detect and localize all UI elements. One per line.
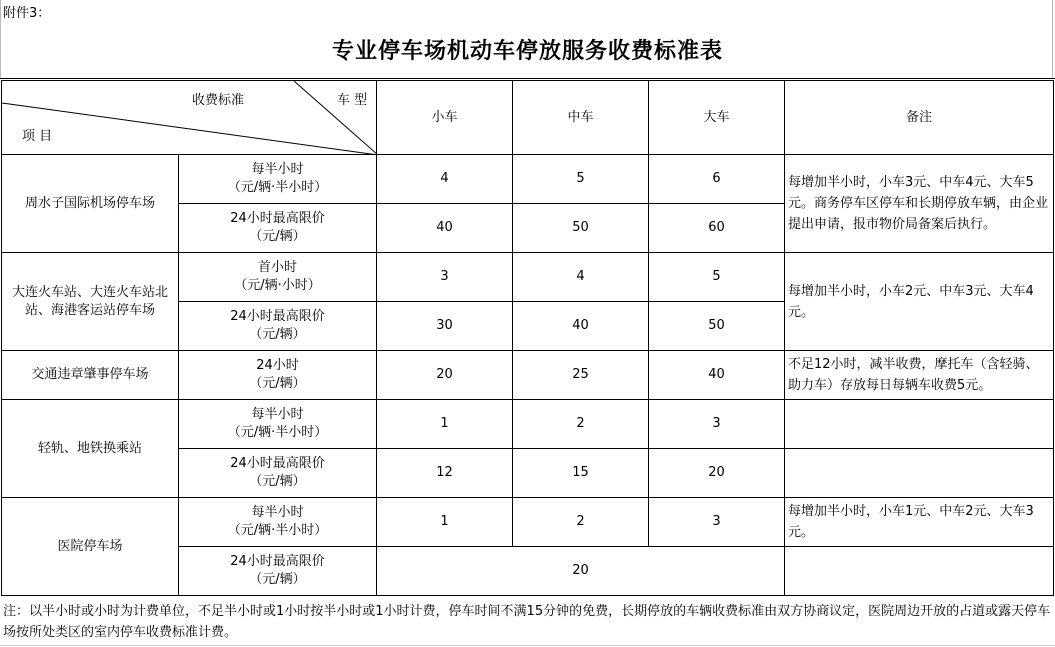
row-name: 轻轨、地铁换乘站 <box>2 400 179 498</box>
large-value: 20 <box>649 449 785 498</box>
medium-value: 5 <box>513 155 649 204</box>
medium-value: 2 <box>513 400 649 449</box>
header-vehicle-type: 车 型 <box>337 93 368 108</box>
table-row <box>2 498 1054 547</box>
remark-cell: 每增加半小时，小车2元、中车3元、大车4元。 <box>785 253 1054 351</box>
header-row <box>2 81 1054 155</box>
merged-max-price: 20 <box>377 547 785 596</box>
table-row <box>2 400 1054 449</box>
medium-value: 15 <box>513 449 649 498</box>
fee-standard-cell: 24小时最高限价 （元/辆） <box>179 204 377 253</box>
fee-standard-cell: 首小时 （元/辆·小时） <box>179 253 377 302</box>
medium-value: 50 <box>513 204 649 253</box>
large-value: 5 <box>649 253 785 302</box>
small-value: 20 <box>377 351 513 400</box>
row-name: 交通违章肇事停车场 <box>2 351 179 400</box>
medium-value: 40 <box>513 302 649 351</box>
large-value: 40 <box>649 351 785 400</box>
row-name: 大连火车站、大连火车站北站、海港客运站停车场 <box>2 253 179 351</box>
small-value: 3 <box>377 253 513 302</box>
large-value: 3 <box>649 498 785 547</box>
small-value: 1 <box>377 400 513 449</box>
fee-standard-cell: 24小时最高限价 （元/辆） <box>179 547 377 596</box>
table-row <box>2 155 1054 204</box>
small-value: 4 <box>377 155 513 204</box>
diagonal-lines <box>2 81 377 155</box>
table-row <box>2 351 1054 400</box>
table-top-rule <box>0 78 1055 79</box>
header-item: 项 目 <box>22 129 53 144</box>
fee-standard-cell: 每半小时 （元/辆·半小时） <box>179 498 377 547</box>
row-name: 周水子国际机场停车场 <box>2 155 179 253</box>
fee-standard-cell: 24小时最高限价 （元/辆） <box>179 302 377 351</box>
attachment-label: 附件3： <box>3 6 51 21</box>
large-value: 60 <box>649 204 785 253</box>
header-medium: 中车 <box>513 81 649 155</box>
remark-cell-empty <box>785 547 1054 596</box>
remark-cell <box>785 400 1054 449</box>
medium-value: 2 <box>513 498 649 547</box>
fee-standard-cell: 每半小时 （元/辆·半小时） <box>179 400 377 449</box>
header-large: 大车 <box>649 81 785 155</box>
footnote-bottom-rule <box>0 645 1055 646</box>
remark-cell: 每增加半小时，小车3元、中车4元、大车5元。商务停车区停车和长期停放车辆，由企业提出申请，报市物价局备案后执行。 <box>785 155 1054 253</box>
page-title: 专业停车场机动车停放服务收费标准表 <box>331 39 723 64</box>
header-fee-standard: 收费标准 <box>192 93 245 108</box>
fee-standard-cell: 24小时 （元/辆） <box>179 351 377 400</box>
remark-cell: 不足12小时，减半收费，摩托车（含轻骑、助力车）存放每日每辆车收费5元。 <box>785 351 1054 400</box>
small-value: 40 <box>377 204 513 253</box>
footnote: 注：以半小时或小时为计费单位，不足半小时或1小时按半小时或1小时计费，停车时间不满15分钟的免费，长期停放的车辆收费标准由双方协商议定，医院周边开放的占道或露天停车场按所处类区的室内停车收费标准计费。 <box>3 604 1051 640</box>
large-value: 6 <box>649 155 785 204</box>
diagonal-header-cell <box>2 81 377 155</box>
row-name: 医院停车场 <box>2 498 179 596</box>
fee-standard-table <box>1 80 1054 596</box>
medium-value: 4 <box>513 253 649 302</box>
medium-value: 25 <box>513 351 649 400</box>
header-small: 小车 <box>377 81 513 155</box>
large-value: 50 <box>649 302 785 351</box>
fee-standard-cell: 24小时最高限价 （元/辆） <box>179 449 377 498</box>
header-remark: 备注 <box>785 81 1054 155</box>
remark-cell-empty <box>785 449 1054 498</box>
table-row <box>2 253 1054 302</box>
small-value: 1 <box>377 498 513 547</box>
small-value: 12 <box>377 449 513 498</box>
large-value: 3 <box>649 400 785 449</box>
small-value: 30 <box>377 302 513 351</box>
fee-standard-cell: 每半小时 （元/辆·半小时） <box>179 155 377 204</box>
remark-cell: 每增加半小时，小车1元、中车2元、大车3元。 <box>785 498 1054 547</box>
